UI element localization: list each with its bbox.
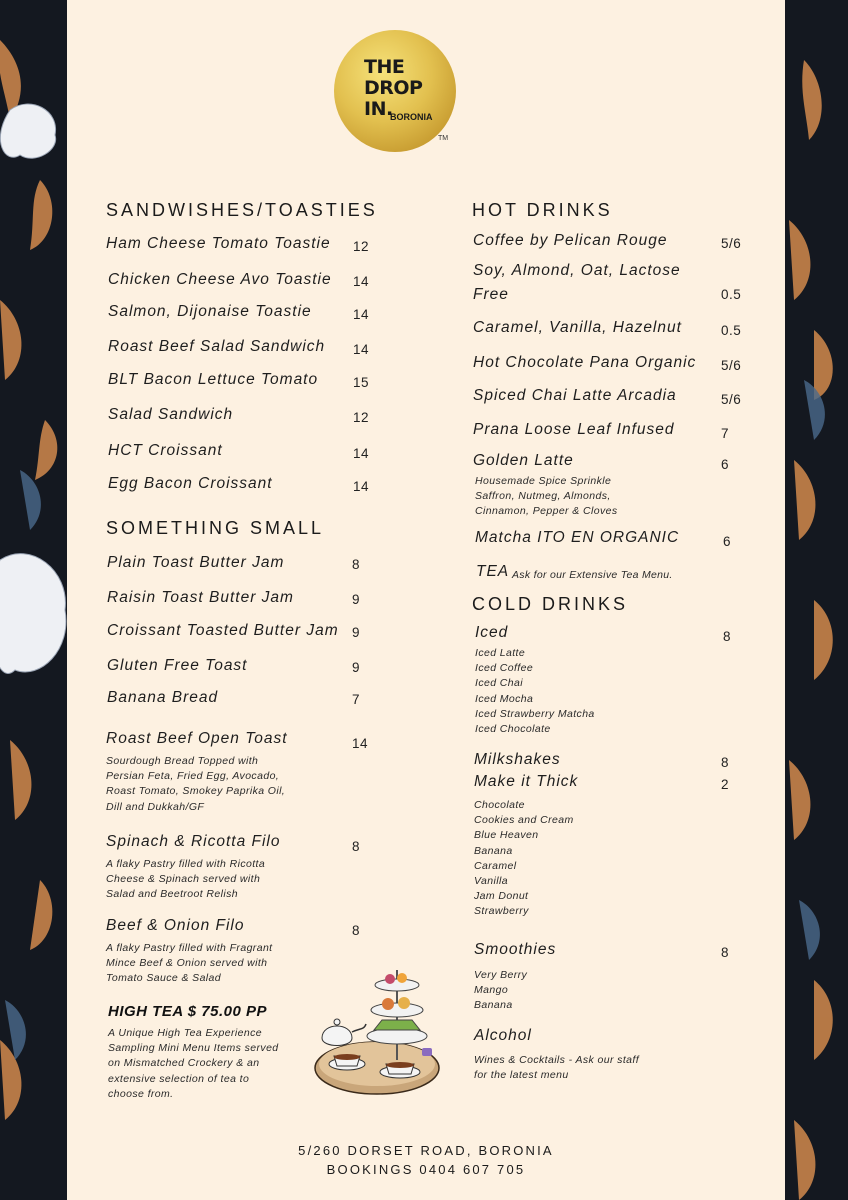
menu-item-price: 9	[352, 592, 361, 607]
menu-item-name: HCT Croissant	[108, 442, 223, 459]
menu-item-name: Raisin Toast Butter Jam	[107, 589, 294, 606]
menu-item-name: Iced	[475, 624, 509, 641]
menu-item-name: Salad Sandwich	[108, 406, 234, 423]
menu-item-price: 14	[353, 307, 370, 322]
list-item: Iced Chocolate	[475, 723, 551, 736]
list-item: Banana	[474, 844, 513, 857]
menu-item-price: 14	[353, 479, 370, 494]
menu-item-name: Gluten Free Toast	[107, 657, 248, 674]
list-item: Mango	[474, 984, 509, 997]
item-description	[106, 857, 265, 903]
tea-note: Ask for our Extensive Tea Menu.	[512, 569, 673, 581]
menu-item-name: Plain Toast Butter Jam	[107, 554, 285, 571]
list-item: Iced Coffee	[475, 662, 534, 675]
item-description	[106, 754, 285, 815]
menu-item-name: Spiced Chai Latte Arcadia	[473, 387, 677, 404]
description-line: Sampling Mini Menu Items served	[108, 1042, 279, 1055]
menu-item-name: Roast Beef Salad Sandwich	[108, 338, 326, 355]
trademark-mark: TM	[438, 135, 449, 142]
list-item: Iced Latte	[475, 647, 526, 659]
item-description	[106, 941, 273, 987]
cold-drinks-heading: COLD DRINKS	[472, 594, 629, 614]
menu-item-price: 9	[352, 660, 361, 675]
menu-item-name: Roast Beef Open Toast	[106, 730, 288, 747]
list-item: Iced Mocha	[475, 692, 534, 705]
list-item: Iced Chai	[475, 677, 523, 690]
menu-item-price: 7	[352, 692, 361, 707]
menu-item-price: 8	[352, 923, 361, 938]
menu-item-price: 9	[352, 625, 361, 640]
high-tea-title: HIGH TEA $ 75.00 PP	[108, 1003, 268, 1020]
list-item: Blue Heaven	[474, 829, 539, 842]
logo-line-1: THE	[364, 56, 405, 78]
menu-item-name: Alcohol	[474, 1027, 532, 1044]
hot-drinks-heading: HOT DRINKS	[472, 200, 613, 220]
description-line: Cheese & Spinach served with	[106, 873, 261, 886]
description-line: A flaky Pastry filled with Fragrant	[106, 942, 273, 954]
menu-item-name-continued: Free	[473, 286, 509, 303]
sandwiches-heading: SANDWISHES/TOASTIES	[106, 200, 378, 220]
menu-item-name: Matcha ITO EN ORGANIC	[475, 529, 680, 546]
something-small-heading: SOMETHING SMALL	[106, 518, 325, 538]
menu-item-price: 5/6	[721, 358, 742, 373]
milkshake-flavours-list	[474, 798, 574, 920]
list-item: Cookies and Cream	[474, 814, 574, 827]
menu-item-name: Milkshakes	[474, 751, 561, 768]
menu-item-name: BLT Bacon Lettuce Tomato	[108, 371, 319, 388]
description-line: Housemade Spice Sprinkle	[475, 475, 612, 487]
menu-item-name: Banana Bread	[107, 689, 219, 706]
list-item: Iced Strawberry Matcha	[475, 707, 595, 720]
menu-item-price: 6	[723, 534, 732, 549]
description-line: A flaky Pastry filled with Ricotta	[106, 858, 266, 870]
menu-item-price: 12	[353, 239, 370, 254]
menu-item-price: 14	[353, 342, 370, 357]
footer-address: 5/260 DORSET ROAD, BORONIA	[298, 1143, 554, 1158]
menu-item-name: Egg Bacon Croissant	[108, 475, 273, 492]
menu-item-price: 7	[721, 426, 730, 441]
menu-item-name: Salmon, Dijonaise Toastie	[108, 303, 312, 320]
iced-list	[475, 646, 595, 737]
menu-item-price: 14	[353, 274, 370, 289]
menu-item-price: 2	[721, 777, 730, 792]
menu-item-name: Prana Loose Leaf Infused	[473, 421, 675, 438]
list-item: Caramel	[474, 859, 517, 872]
logo-line-2: DROP	[364, 77, 423, 99]
menu-item-price: 5/6	[721, 392, 742, 407]
menu-item-price: 8	[352, 839, 361, 854]
description-line: Mince Beef & Onion served with	[106, 957, 268, 970]
description-line: Persian Feta, Fried Egg, Avocado,	[106, 770, 280, 783]
description-line: on Mismatched Crockery & an	[108, 1057, 260, 1070]
menu-item-price: 8	[352, 557, 361, 572]
tea-label: TEA	[476, 563, 510, 580]
menu-item-name: Caramel, Vanilla, Hazelnut	[473, 319, 682, 336]
menu-item-price: 8	[723, 629, 732, 644]
description-line: choose from.	[108, 1087, 174, 1100]
menu-item-price: 8	[721, 755, 730, 770]
menu-item-name: Croissant Toasted Butter Jam	[107, 622, 339, 639]
menu-item-price: 14	[353, 446, 370, 461]
description-line: Cinnamon, Pepper & Cloves	[475, 505, 618, 518]
description-line: for the latest menu	[474, 1069, 569, 1082]
menu-item-name: Chicken Cheese Avo Toastie	[108, 271, 332, 288]
menu-item-price: 0.5	[721, 323, 742, 338]
list-item: Jam Donut	[474, 890, 529, 903]
description-line: Wines & Cocktails - Ask our staff	[474, 1054, 640, 1066]
menu-item-price: 12	[353, 410, 370, 425]
list-item: Banana	[474, 999, 513, 1012]
footer-bookings: BOOKINGS 0404 607 705	[326, 1162, 526, 1177]
menu-item-price: 15	[353, 375, 370, 390]
menu-item-price: 5/6	[721, 236, 742, 251]
description-line: Saffron, Nutmeg, Almonds,	[475, 490, 611, 503]
floral-background-right	[784, 0, 848, 1200]
list-item: Very Berry	[474, 969, 528, 981]
menu-item-price: 6	[721, 457, 730, 472]
menu-item-name: Coffee by Pelican Rouge	[473, 232, 668, 249]
menu-item-price: 0.5	[721, 287, 742, 302]
floral-background-left	[0, 0, 70, 1200]
menu-item-name: Smoothies	[474, 941, 557, 958]
high-tea-description	[108, 1026, 279, 1102]
list-item: Chocolate	[474, 799, 525, 811]
logo-suffix: BORONIA	[390, 112, 433, 122]
menu-item-price: 8	[721, 945, 730, 960]
item-description	[475, 474, 618, 520]
description-line: extensive selection of tea to	[108, 1072, 250, 1085]
menu-item-price: 14	[352, 736, 369, 751]
description-line: Dill and Dukkah/GF	[106, 800, 205, 813]
alcohol-description	[474, 1053, 639, 1083]
list-item: Strawberry	[474, 905, 529, 918]
description-line: Sourdough Bread Topped with	[106, 755, 259, 767]
list-item: Vanilla	[474, 875, 508, 888]
high-tea-illustration	[312, 960, 442, 1100]
brand-logo	[334, 30, 456, 152]
menu-item-name: Ham Cheese Tomato Toastie	[106, 235, 331, 252]
menu-item-name: Beef & Onion Filo	[106, 917, 245, 934]
menu-item-name: Soy, Almond, Oat, Lactose	[473, 262, 681, 279]
menu-item-name: Hot Chocolate Pana Organic	[473, 354, 697, 371]
menu-item-name: Make it Thick	[474, 773, 579, 790]
description-line: Tomato Sauce & Salad	[106, 972, 222, 985]
menu-item-name: Golden Latte	[473, 452, 574, 469]
description-line: Roast Tomato, Smokey Paprika Oil,	[106, 785, 286, 798]
description-line: Salad and Beetroot Relish	[106, 888, 238, 901]
smoothies-list	[474, 968, 527, 1014]
logo-line-3: IN.	[364, 98, 393, 120]
description-line: A Unique High Tea Experience	[108, 1027, 263, 1039]
menu-item-name: Spinach & Ricotta Filo	[106, 833, 281, 850]
